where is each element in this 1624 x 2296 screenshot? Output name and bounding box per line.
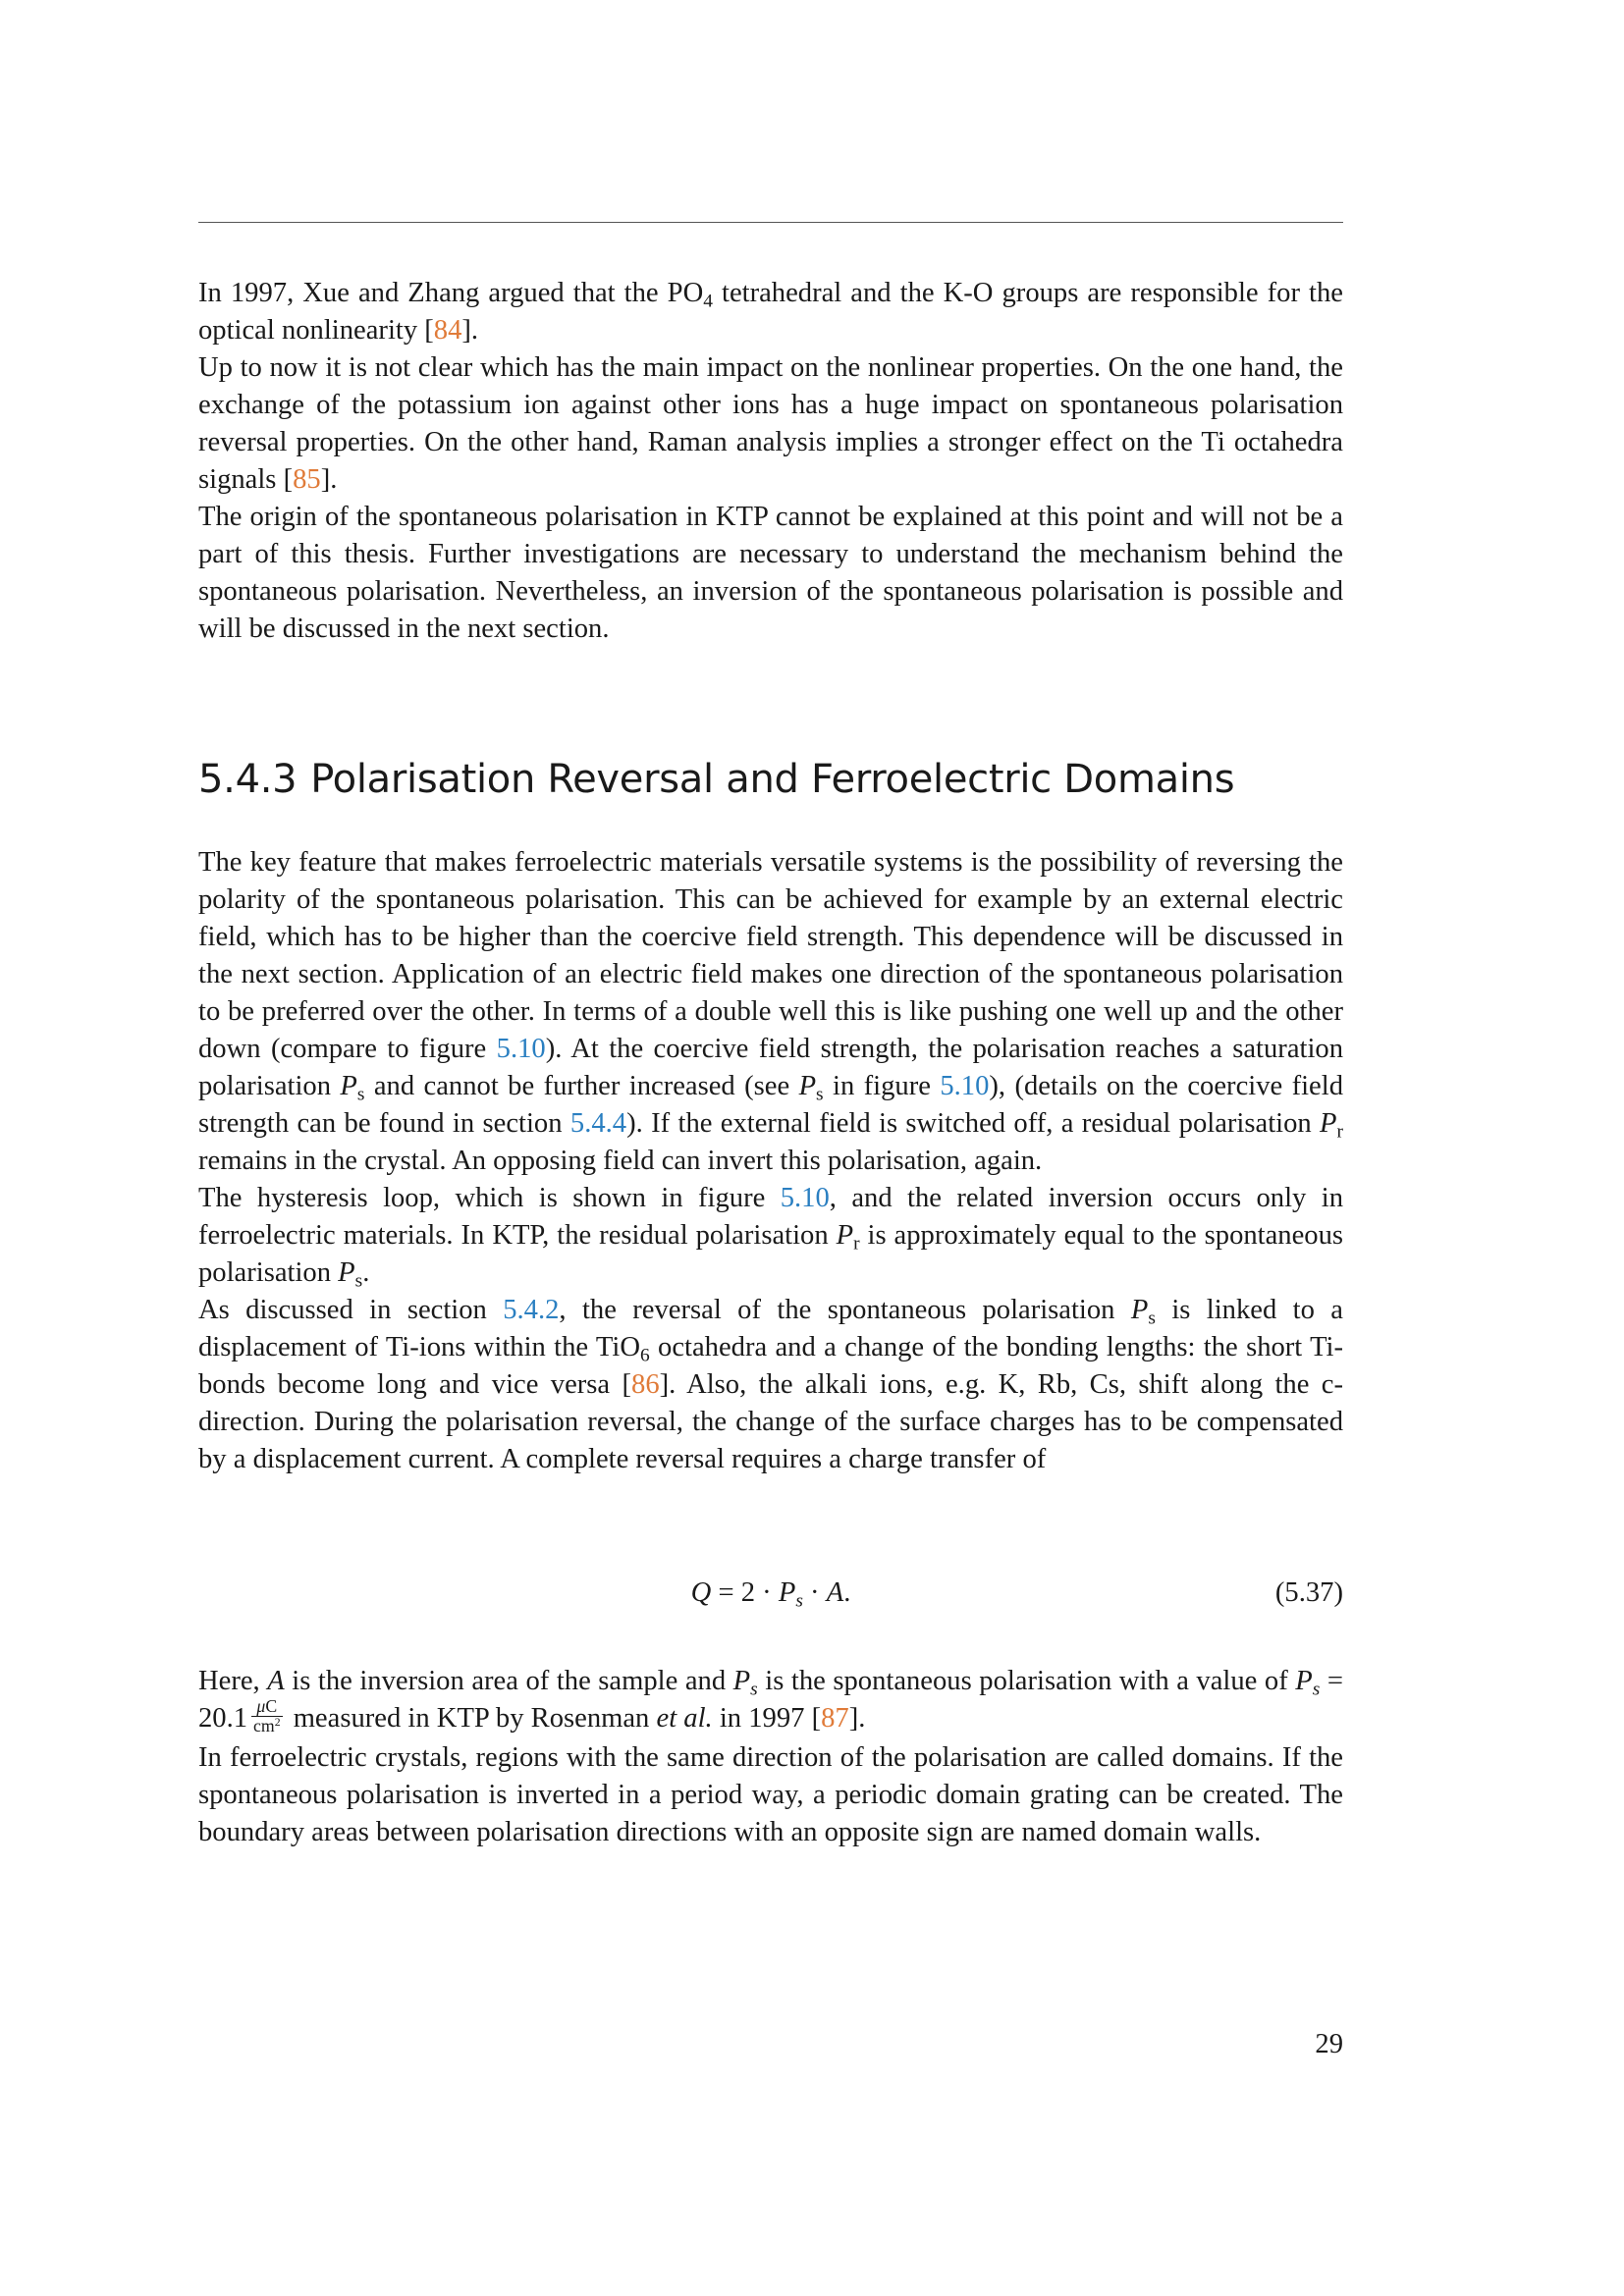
math-ps: $P_s$	[1295, 1666, 1321, 1700]
paragraph-nonlinear-impact: Up to now it is not clear which has the main impact on the nonlinear properties. On the one hand, the exchange of the potassium ion against other ions has a huge impact on spontaneous polarisation reversal properties. On the other hand, Raman analysis implies a stronger effect on the Ti octahedra signals [85].	[198, 352, 1343, 495]
math-ps: $P_s$	[798, 1071, 824, 1105]
figure-reference-link[interactable]: 5.10	[780, 1183, 830, 1213]
section-reference-link[interactable]: 5.4.4	[569, 1108, 627, 1139]
citation-link[interactable]: 84	[433, 315, 462, 346]
citation-link[interactable]: 85	[293, 464, 321, 495]
unit-fraction: $\frac{\mu C}{cm^2}$	[253, 1696, 281, 1735]
math-ps: $P_s$	[1130, 1295, 1156, 1329]
math-pr: $P_r$	[836, 1220, 860, 1255]
equation-charge-transfer	[198, 1573, 1343, 1614]
equation-number: (5.37)	[1274, 1577, 1343, 1608]
math-area: A	[267, 1666, 285, 1696]
math-ps: $P_s$	[340, 1071, 365, 1105]
section-heading	[198, 752, 1234, 807]
paragraph-inversion-area: Here, A is the inversion area of the sample and $P_s$ is the spontaneous polarisation with a value of $P_s = 20.1$ $\frac{\mu C}{cm^2}$ measured in KTP by Rosenman et al. in 1997 [87].	[198, 1666, 1343, 1735]
paragraph-key-feature: The key feature that makes ferroelectric materials versatile systems is the possibility of reversing the polarity of the spontaneous polarisation. This can be achieved for example by an external electric field, which has to be higher than the coercive field strength. This dependence will be discussed in the next section. Application of an electric field makes one direction of the spontaneous polarisation to be preferred over the other. In terms of a double well this is like pushing one well up and the other down (compare to figure 5.10). At the coercive field strength, the polarisation reaches a saturation polarisation $P_s$ and cannot be further increased (see $P_s$ in figure 5.10), (details on the coercive field strength can be found in section 5.4.4). If the external field is switched off, a residual polarisation $P_r$ remains in the crystal. An opposing field can invert this polarisation, again.	[198, 847, 1343, 1176]
section-title: Polarisation Reversal and Ferroelectric Domains	[310, 757, 1235, 802]
equation-expression: $Q = 2 \cdot P_s \cdot A$.	[690, 1577, 851, 1612]
reversal-block	[198, 844, 1343, 1478]
paragraph-domains: In ferroelectric crystals, regions with the same direction of the polarisation are called domains. If the spontaneous polarisation is inverted in a period way, a periodic domain grating can be created. The boundary areas between polarisation directions with an opposite sign are named domain walls.	[198, 1741, 1343, 1847]
paragraph-ti-displacement: As discussed in section 5.4.2, the reversal of the spontaneous polarisation $P_s$ is linked to a displacement of Ti-ions within the TiO$_6$ octahedra and a change of the bonding lengths: the short Ti-bonds become long and vice versa [86]. Also, the alkali ions, e.g. K, Rb, Cs, shift along the c-direction. During the polarisation reversal, the change of the surface charges has to be compensated by a displacement current. A complete reversal requires a charge transfer of	[198, 1295, 1343, 1474]
domains-block	[198, 1663, 1343, 1851]
header-rule	[198, 222, 1343, 223]
paragraph-hysteresis: The hysteresis loop, which is shown in figure 5.10, and the related inversion occurs only in ferroelectric materials. In KTP, the residual polarisation $P_r$ is approximately equal to the spontaneous polarisation $P_s$.	[198, 1183, 1344, 1292]
math-ps: $P_s$	[732, 1666, 758, 1700]
page-number: 29	[1315, 2029, 1343, 2059]
math-ps: $P_s$	[338, 1257, 363, 1292]
section-number: 5.4.3	[198, 757, 298, 802]
figure-reference-link[interactable]: 5.10	[496, 1034, 546, 1064]
figure-reference-link[interactable]: 5.10	[940, 1071, 990, 1101]
paragraph-xue-zhang: In 1997, Xue and Zhang argued that the $PO_4$ tetrahedral and the K-O groups are responsible for the optical nonlinearity [84].	[198, 278, 1343, 346]
intro-block	[198, 275, 1343, 648]
citation-link[interactable]: 87	[821, 1703, 849, 1734]
citation-link[interactable]: 86	[631, 1369, 660, 1400]
math-pr: $P_r$	[1320, 1108, 1343, 1143]
section-reference-link[interactable]: 5.4.2	[503, 1295, 560, 1325]
paragraph-origin: The origin of the spontaneous polarisation in KTP cannot be explained at this point and will not be a part of this thesis. Further investigations are necessary to understand the mechanism behind the spontaneous polarisation. Nevertheless, an inversion of the spontaneous polarisation is possible and will be discussed in the next section.	[198, 502, 1343, 644]
